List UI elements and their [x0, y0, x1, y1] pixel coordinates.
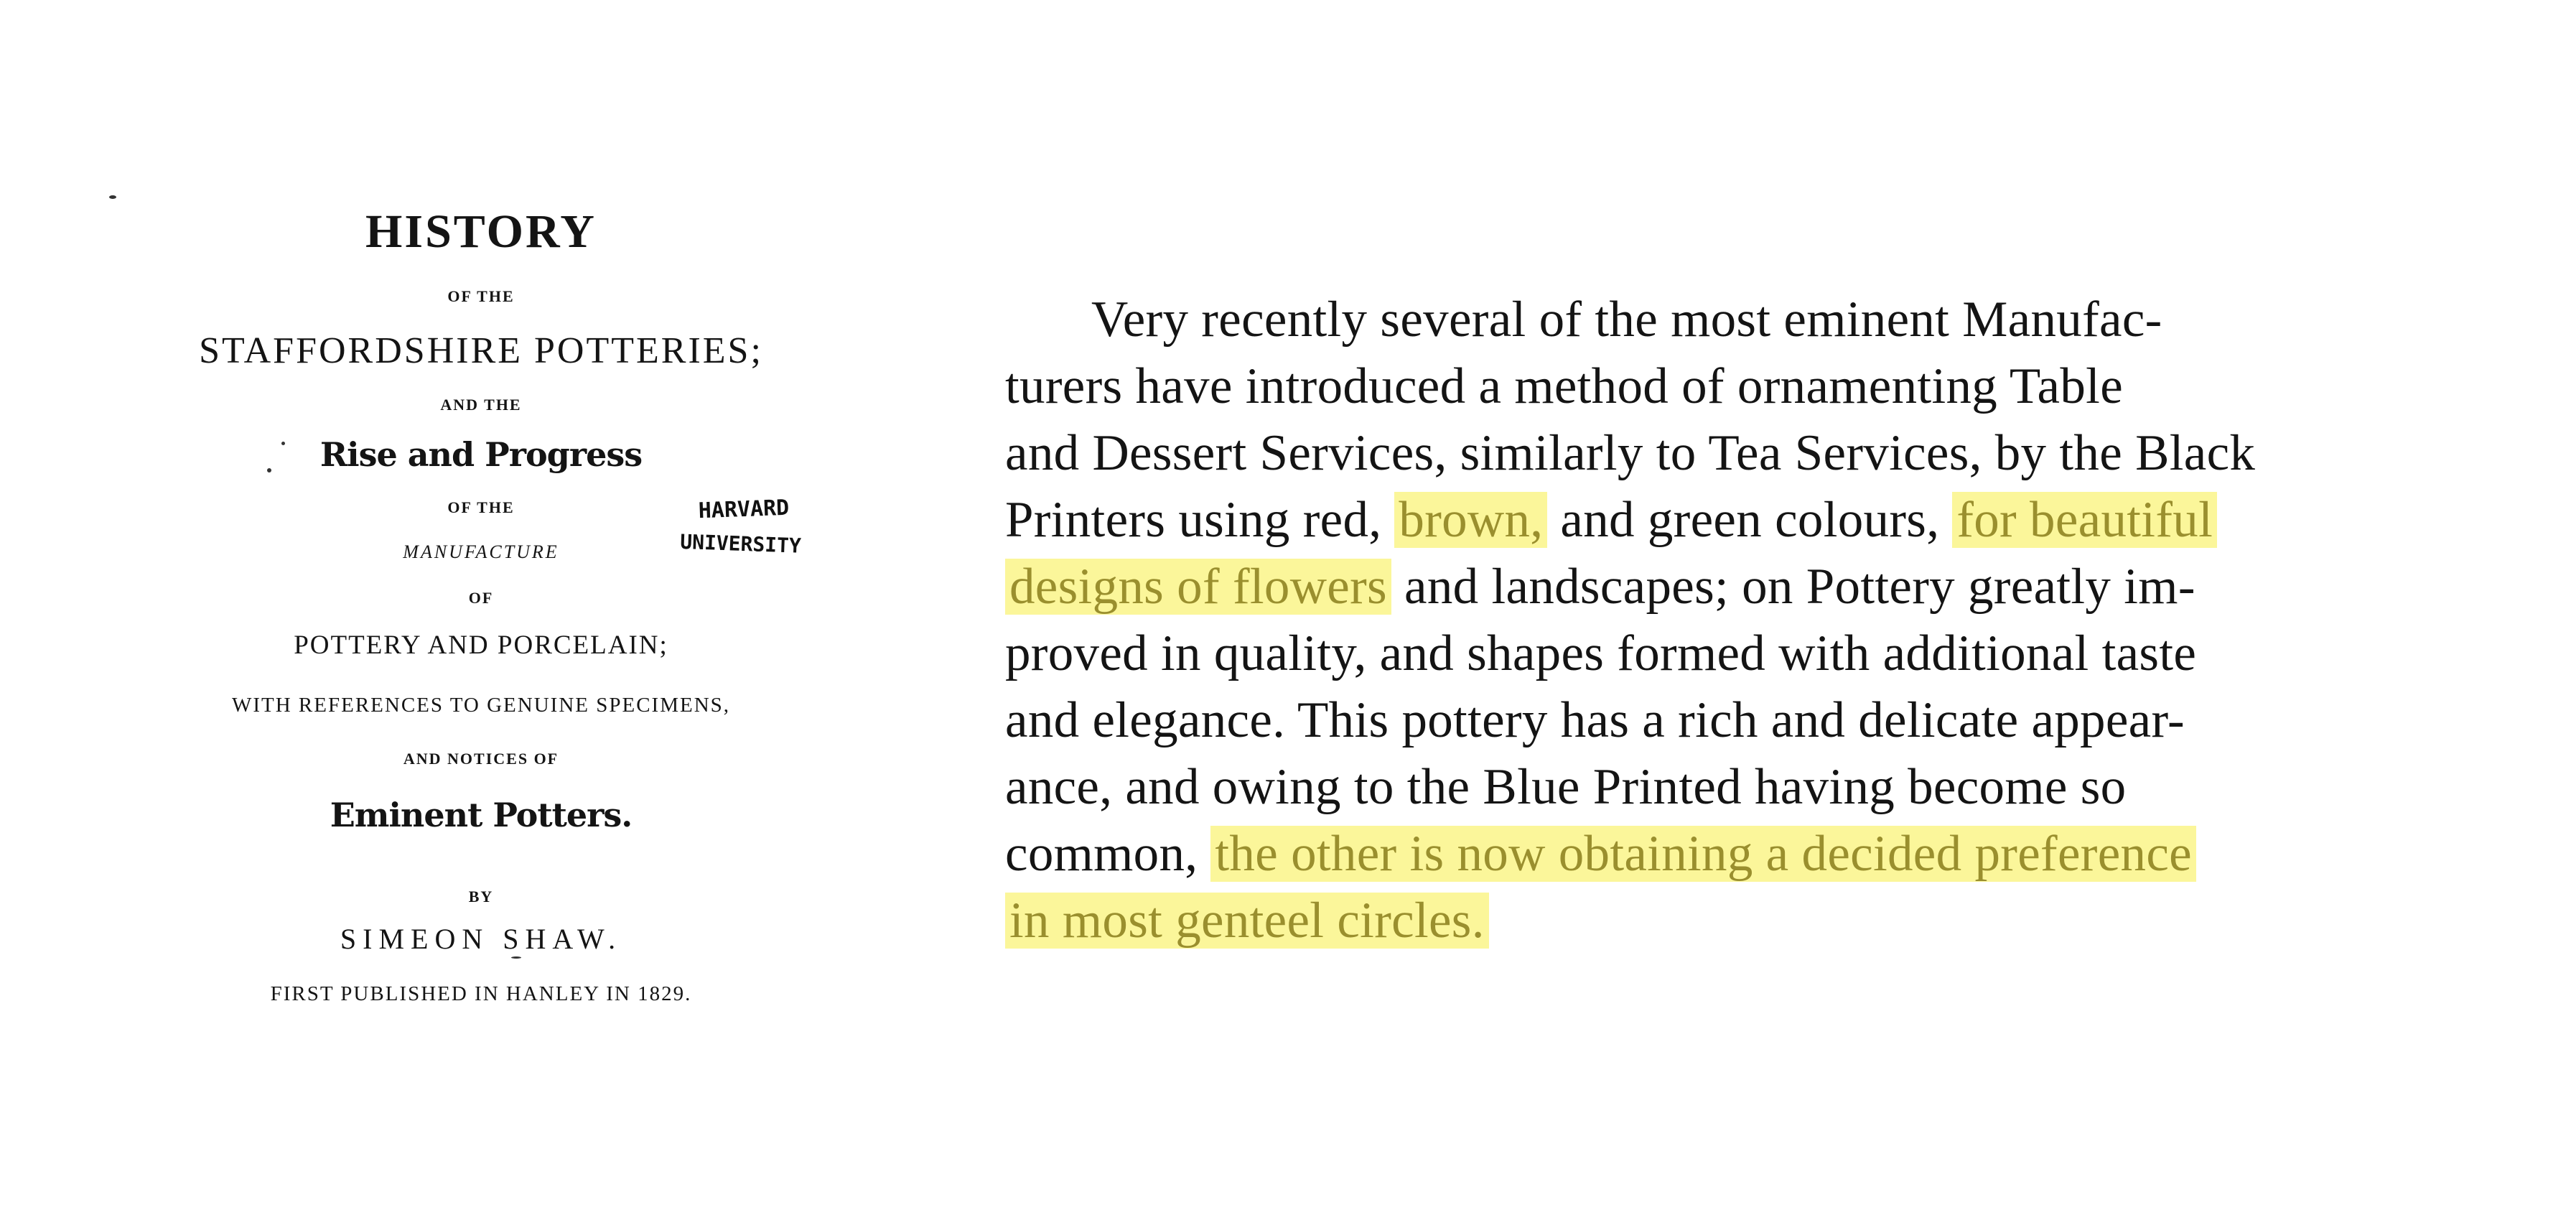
- manufacture-line: MANUFACTURE: [403, 541, 559, 562]
- highlighted-text: in most genteel circles.: [1005, 893, 1489, 949]
- eminent-potters-heading: Eminent Potters.: [330, 796, 633, 834]
- excerpt-line: [1091, 286, 2162, 353]
- title-connector: OF THE: [447, 287, 515, 305]
- excerpt-text: and Dessert Services, similarly to Tea Services, by the Black: [1005, 425, 2256, 481]
- excerpt-text: and elegance. This pottery has a rich and delicate appear-: [1005, 692, 2185, 748]
- scan-speck: [109, 195, 116, 199]
- author-name: SIMEON SHAW.: [340, 923, 622, 955]
- excerpt-line: [1005, 753, 2126, 821]
- excerpt-line: [1005, 353, 2123, 420]
- scan-speck: [511, 956, 521, 959]
- highlighted-text: the other is now obtaining a decided preference: [1210, 826, 2196, 882]
- excerpt-line: [1005, 686, 2185, 754]
- title-connector: OF: [468, 589, 494, 607]
- excerpt-text: and landscapes; on Pottery greatly im-: [1391, 559, 2195, 615]
- scan-speck: [281, 442, 285, 445]
- by-line: BY: [468, 888, 494, 905]
- excerpt-text: turers have introduced a method of ornamenting Table: [1005, 358, 2124, 414]
- stamp-line-1: HARVARD: [698, 495, 790, 524]
- excerpt-text: ance, and owing to the Blue Printed having become so: [1005, 759, 2127, 815]
- excerpt-line: [1005, 486, 2217, 554]
- excerpt-text: Very recently several of the most eminent Manufac-: [1091, 292, 2162, 348]
- references-line: WITH REFERENCES TO GENUINE SPECIMENS,: [231, 694, 731, 717]
- book-title: HISTORY: [365, 205, 597, 258]
- excerpt-text: common,: [1005, 826, 1211, 882]
- excerpt-line: [1005, 887, 1489, 954]
- library-stamp: [678, 485, 851, 564]
- rise-and-progress-heading: Rise and Progress: [319, 435, 643, 474]
- notices-line: AND NOTICES OF: [403, 750, 559, 768]
- highlighted-text: for beautiful: [1952, 492, 2217, 548]
- excerpt-line: [1005, 820, 2196, 888]
- excerpt-text: and green colours,: [1547, 492, 1953, 548]
- scan-speck: [267, 468, 271, 472]
- stamp-line-2: UNIVERSITY: [679, 529, 802, 558]
- publication-note: FIRST PUBLISHED IN HANLEY IN 1829.: [270, 982, 692, 1005]
- excerpt-line: [1005, 553, 2195, 620]
- highlighted-text: designs of flowers: [1005, 559, 1391, 615]
- title-connector: OF THE: [447, 498, 515, 516]
- highlighted-text: brown,: [1394, 492, 1547, 548]
- excerpt-text: Printers using red,: [1005, 492, 1395, 548]
- pottery-porcelain-line: POTTERY AND PORCELAIN;: [294, 630, 668, 660]
- book-subject: STAFFORDSHIRE POTTERIES;: [199, 330, 763, 371]
- excerpt-text: proved in quality, and shapes formed with additional taste: [1005, 625, 2197, 681]
- excerpt-line: [1005, 419, 2255, 487]
- title-page: [0, 0, 962, 1220]
- title-connector: AND THE: [440, 396, 522, 414]
- excerpt-line: [1005, 620, 2196, 687]
